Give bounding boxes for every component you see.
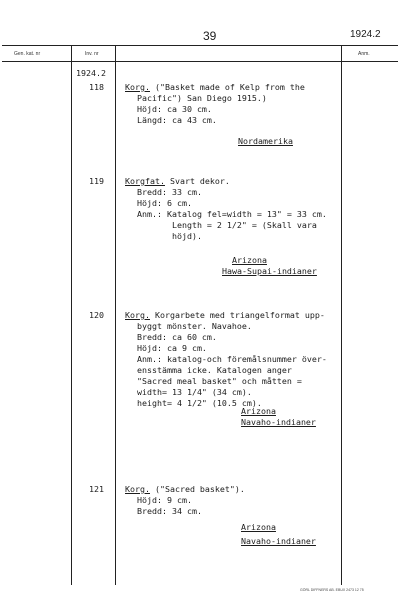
description-line: Höjd: ca 30 cm. <box>137 104 212 114</box>
description-line: Höjd: 6 cm. <box>137 198 192 208</box>
object-name: Korgfat. <box>125 176 165 186</box>
group-label: Navaho-indianer <box>241 536 316 546</box>
catalog-entry <box>125 310 327 409</box>
description-line: Bredd: 33 cm. <box>137 187 202 197</box>
description-line: height= 4 1/2" (10.5 cm). <box>137 398 262 408</box>
year-marker: 1924.2 <box>76 68 106 78</box>
description-line: Length = 2 1/2" = (Skall vara <box>137 220 317 230</box>
printer-imprint: GÖRL DIFFNERS AB. EBUX 2473 12 75 <box>300 588 364 592</box>
column-rule-2 <box>115 45 116 585</box>
inventory-number: 120 <box>89 310 104 320</box>
region-label: Arizona <box>241 406 276 416</box>
description-line: byggt mönster. Navahoe. <box>137 321 252 331</box>
catalog-entry <box>125 82 305 126</box>
header-rule-bottom <box>2 61 398 62</box>
inventory-number: 119 <box>89 176 104 186</box>
description-line: ensstämma icke. Katalogen anger <box>137 365 292 375</box>
group-label: Navaho-indianer <box>241 417 316 427</box>
header-rule-top <box>2 45 398 46</box>
column-rule-3 <box>341 45 342 585</box>
region-label: Nordamerika <box>238 136 293 146</box>
description-line: Bredd: 34 cm. <box>137 506 202 516</box>
column-header-inv-nr: Inv. nr <box>85 51 99 57</box>
column-rule-1 <box>71 45 72 585</box>
description-line: Bredd: ca 60 cm. <box>137 332 217 342</box>
object-name: Korg. <box>125 310 150 320</box>
group-label: Hawa-Supai-indianer <box>222 266 317 276</box>
object-name: Korg. <box>125 484 150 494</box>
description-line: Höjd: 9 cm. <box>137 495 192 505</box>
description-line: Svart dekor. <box>164 176 230 186</box>
description-line: höjd). <box>137 231 202 241</box>
description-line: "Sacred meal basket" och måtten = <box>137 376 302 386</box>
description-line: width= 13 1/4" (34 cm). <box>137 387 252 397</box>
description-line: ("Sacred basket"). <box>149 484 245 494</box>
object-name: Korg. <box>125 82 150 92</box>
catalog-entry <box>125 484 245 517</box>
ledger-reference: 1924.2 <box>350 29 381 40</box>
description-line: Korgarbete med triangelformat upp- <box>149 310 325 320</box>
column-header-gen-kat-nr: Gen. kat. nr <box>14 51 41 57</box>
column-header-anm: Anm. <box>358 51 370 57</box>
region-label: Arizona <box>232 255 267 265</box>
catalog-entry <box>125 176 327 242</box>
region-label: Arizona <box>241 522 276 532</box>
description-line: Pacific") San Diego 1915.) <box>137 93 267 103</box>
inventory-number: 118 <box>89 82 104 92</box>
page-number: 39 <box>203 29 217 43</box>
description-line: Längd: ca 43 cm. <box>137 115 217 125</box>
description-line: Höjd: ca 9 cm. <box>137 343 207 353</box>
description-line: Anm.: katalog-och föremålsnummer över- <box>137 354 327 364</box>
description-line: ("Basket made of Kelp from the <box>149 82 305 92</box>
inventory-number: 121 <box>89 484 104 494</box>
description-line: Anm.: Katalog fel=width = 13" = 33 cm. <box>137 209 327 219</box>
